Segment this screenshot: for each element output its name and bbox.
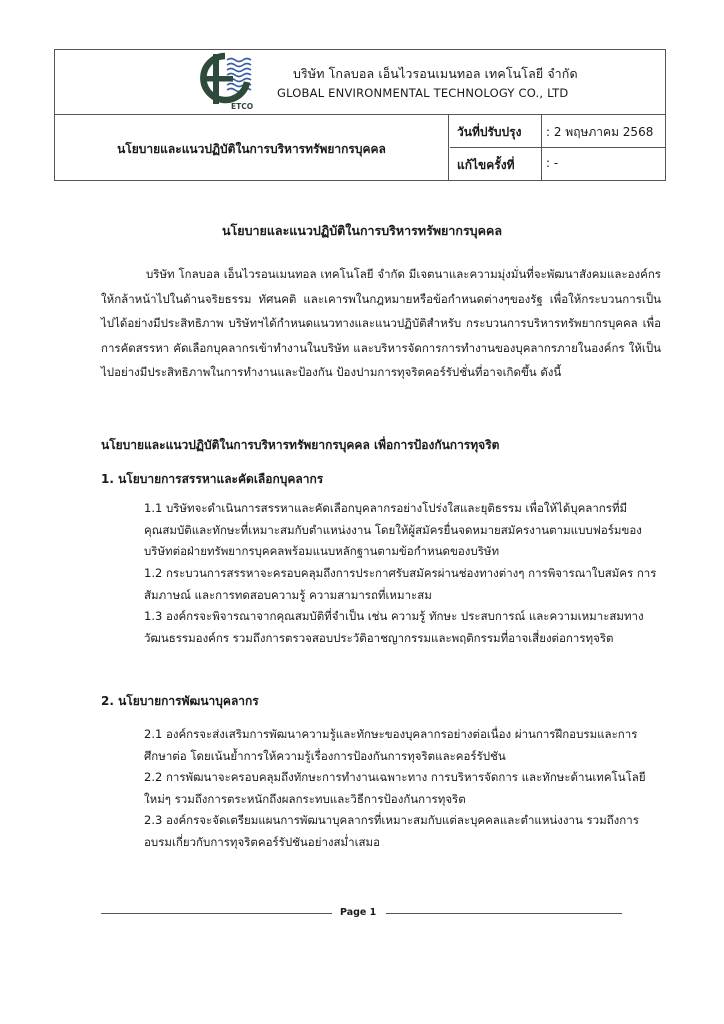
etco-logo-icon: [185, 52, 265, 112]
revision-date-row: [450, 115, 665, 148]
intro-text: บริษัท โกลบอล เอ็นไวรอนเมนทอล เทคโนโลยี จำกัด มีเจตนาและความมุ่งมั่นที่จะพัฒนาสังคมและองค์กรให้กล้าหน้าไปในด้านจริยธรรม ทัศนคติ และเคารพในกฎหมายหรือข้อกำหนดต่างๆของรัฐ เพื่อให้กระบวนการเป็นไปได้อย่างมีประสิทธิภาพ บริษัทฯได้กำหนดแนวทางและแนวปฏิบัติสำหรับ กระบวนการบริหารทรัพยากรบุคคล เพื่อการคัดสรรหา คัดเลือกบุคลากรเข้าทำงานในบริษัท และบริหารจัดการการทำงานของบุคลากรภายในองค์กร ให้เป็นไปอย่างมีประสิทธิภาพในการทำงานและป้องกัน ป้องปามการทุจริตคอร์รัปชั่นที่อาจเกิดขึ้น ดังนี้: [101, 267, 661, 379]
section-2-heading: 2. นโยบายการพัฒนาบุคลากร: [101, 694, 259, 708]
footer-rule-right: [386, 913, 622, 914]
policy-title: นโยบายและแนวปฏิบัติในการบริหารทรัพยากรบุคคล: [55, 115, 449, 180]
section-1-heading: 1. นโยบายการสรรหาและคัดเลือกบุคลากร: [101, 472, 324, 486]
edit-count-label: แก้ไขครั้งที่: [450, 148, 542, 180]
document-info: [55, 115, 665, 180]
document-title: นโยบายและแนวปฏิบัติในการบริหารทรัพยากรบุคคล: [222, 223, 502, 238]
edit-count-row: [450, 148, 665, 180]
main-heading: นโยบายและแนวปฏิบัติในการบริหารทรัพยากรบุคคล เพื่อการป้องกันการทุจริต: [101, 438, 500, 452]
revision-date-value: : 2 พฤษภาคม 2568: [546, 125, 654, 139]
edit-count-value: : -: [546, 156, 559, 170]
section-1-item: 1.3 องค์กรจะพิจารณาจากคุณสมบัติที่จำเป็น เช่น ความรู้ ทักษะ ประสบการณ์ และความเหมาะสมทางวัฒนธรรมองค์กร รวมถึงการตรวจสอบประวัติอาชญากรรมและพฤติกรรมที่อาจเสี่ยงต่อการทุจริต: [144, 609, 644, 645]
section-2-item: 2.2 การพัฒนาจะครอบคลุมถึงทักษะการทำงานเฉพาะทาง การบริหารจัดการ และทักษะด้านเทคโนโลยีใหม่ๆ รวมถึงการตระหนักถึงผลกระทบและวิธีการป้องกันการทุจริต: [144, 770, 646, 806]
company-name-thai: บริษัท โกลบอล เอ็นไวรอนเมนทอล เทคโนโลยี จำกัด: [293, 66, 578, 81]
section-2-item: 2.1 องค์กรจะส่งเสริมการพัฒนาความรู้และทักษะของบุคลากรอย่างต่อเนื่อง ผ่านการฝึกอบรมและการศึกษาต่อ โดยเน้นย้ำการให้ความรู้เรื่องการป้องกันการทุจริตและคอร์รัปชัน: [144, 727, 638, 763]
company-name-english: GLOBAL ENVIRONMENTAL TECHNOLOGY CO., LTD: [277, 86, 569, 100]
footer-rule-left: [101, 913, 332, 914]
company-banner: [55, 50, 665, 115]
section-1-item: 1.2 กระบวนการสรรหาจะครอบคลุมถึงการประกาศรับสมัครผ่านช่องทางต่างๆ การพิจารณาใบสมัคร การสัมภาษณ์ และการทดสอบความรู้ ความสามารถที่เหมาะสม: [144, 566, 657, 602]
section-1-item: 1.1 บริษัทจะดำเนินการสรรหาและคัดเลือกบุคลากรอย่างโปร่งใสและยุติธรรม เพื่อให้ได้บุคลากรที่มีคุณสมบัติและทักษะที่เหมาะสมกับตำแหน่งงาน โดยให้ผู้สมัครยื่นจดหมายสมัครงานตามแบบฟอร์มของบริษัทต่อฝ่ายทรัพยากรบุคคลพร้อมแนบหลักฐานตามข้อกำหนดของบริษัท: [144, 501, 642, 558]
section-2-item: 2.3 องค์กรจะจัดเตรียมแผนการพัฒนาบุคลากรที่เหมาะสมกับแต่ละบุคคลและตำแหน่งงาน รวมถึงการอบรมเกี่ยวกับการทุจริตคอร์รัปชันอย่างสม่ำเสมอ: [144, 813, 639, 849]
intro-paragraph: [101, 262, 661, 385]
page-number: Page 1: [340, 907, 377, 918]
logo-text: ETCO: [231, 102, 254, 111]
revision-date-label: วันที่ปรับปรุง: [450, 115, 542, 147]
document-header: [54, 49, 666, 181]
